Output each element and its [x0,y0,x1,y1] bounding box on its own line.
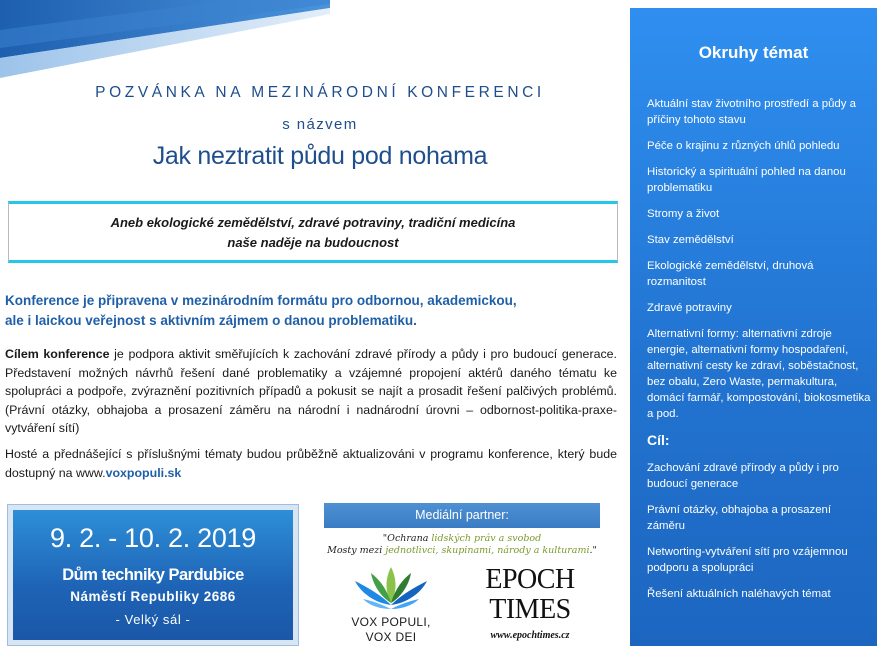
goal-paragraph-text: je podpora aktivit směřujících k zachování zdravé přírody a půdy i pro budoucí generace. Představení možných návrhů řešení dané problematiky a vzájemné propojení aktérů daného tématu ke spolupráci a podpoře, zvýraznění pozitivních případů a pokusit se najít a prosadit řešení palčivých problémů. (Právní otázky, obhajoba a prosazení záměru na národní i nadnárodní úrovni – odbornost-politika-praxe-vytváření sítí) [5,347,617,435]
topic-item: Stromy a život [647,208,720,220]
vox-wordmark-line-2: VOX DEI [365,630,417,644]
motto-part-a: "Ochrana [382,533,432,544]
invitation-subkicker: s názvem [282,116,358,133]
topic-item: Ekologické zemědělství, druhová rozmanitost [647,260,814,288]
topic-item: Péče o krajinu z různých úhlů pohledu [647,140,840,152]
goal-paragraph-lead: Cílem konference [5,347,110,361]
lead-paragraph [5,291,605,331]
topics-sidebar [630,8,877,646]
vox-populi-logo-icon [345,563,437,615]
event-info-box [8,505,298,645]
vox-populi-motto [324,533,600,556]
lead-line-1: Konference je připravena v mezinárodním formátu pro odbornou, akademickou, [5,293,517,308]
motto-part-c: Mosty mezi [327,544,386,556]
event-date: 9. 2. - 10. 2. 2019 [50,523,256,553]
subtitle-box [8,201,618,263]
goal-paragraph [5,345,617,438]
epoch-times-url[interactable]: www.epochtimes.cz [490,630,570,641]
subtitle-line-1: Aneb ekologické zemědělství, zdravé potraviny, tradiční medicína [110,215,516,230]
event-hall: - Velký sál - [115,612,191,627]
topic-item: Alternativní formy: alternativní zdroje energie, alternativní formy hospodaření, alternativní cesty ke zdraví, soběstačnost, bez obalu, Zero Waste, permakultura, domácí farmář, kompostování, biokosmetika a pod. [647,328,871,420]
epoch-logo-line-1: EPOCH [485,564,575,595]
sidebar-list [647,96,872,612]
conference-title: Jak neztratit půdu pod nohama [152,142,488,170]
guests-paragraph-text: Hosté a přednášející s příslušnými tématy budou průběžně aktualizováni v programu konference, který bude dostupný na www. [5,447,617,480]
topic-item: Zdravé potraviny [647,302,732,314]
goal-item: Networting-vytváření sítí pro vzájemnou podporu a spolupráci [647,546,848,574]
goal-item: Řešení aktuálních naléhavých témat [647,588,831,600]
topic-item: Stav zemědělství [647,234,734,246]
topic-item: Aktuální stav životního prostředí a půdy a příčiny tohoto stavu [647,98,856,126]
motto-part-d: jednotlivci, skupinami, národy a kulturami [385,544,590,556]
subtitle-line-2: naše naděje na budoucnost [227,235,399,250]
motto-part-b: lidských práv a svobod [431,533,542,544]
event-address: Náměstí Republiky 2686 [70,589,236,604]
motto-part-e: ." [589,544,597,556]
website-link[interactable]: voxpopuli.sk [105,465,182,480]
epoch-logo-line-2: TIMES [489,594,571,625]
header-swoosh-decoration [0,0,330,80]
invitation-kicker: POZVÁNKA NA MEZINÁRODNÍ KONFERENCI [95,84,545,101]
lead-line-2: ale i laickou veřejnost s aktivním zájmem o danou problematiku. [5,313,417,328]
goal-item: Právní otázky, obhajoba a prosazení záměru [647,504,832,532]
goals-title: Cíl: [647,432,670,448]
sidebar-title: Okruhy témat [698,43,809,62]
event-venue: Dům techniky Pardubice [62,566,244,584]
guests-paragraph [5,445,617,482]
epoch-times-logo [470,565,590,625]
goal-item: Zachování zdravé přírody a půdy i pro budoucí generace [647,462,839,490]
vox-populi-wordmark [340,615,442,645]
topic-item: Historický a spirituální pohled na danou problematiku [647,166,846,194]
media-partner-header: Mediální partner: [324,503,600,528]
vox-wordmark-line-1: VOX POPULI, [351,615,431,629]
